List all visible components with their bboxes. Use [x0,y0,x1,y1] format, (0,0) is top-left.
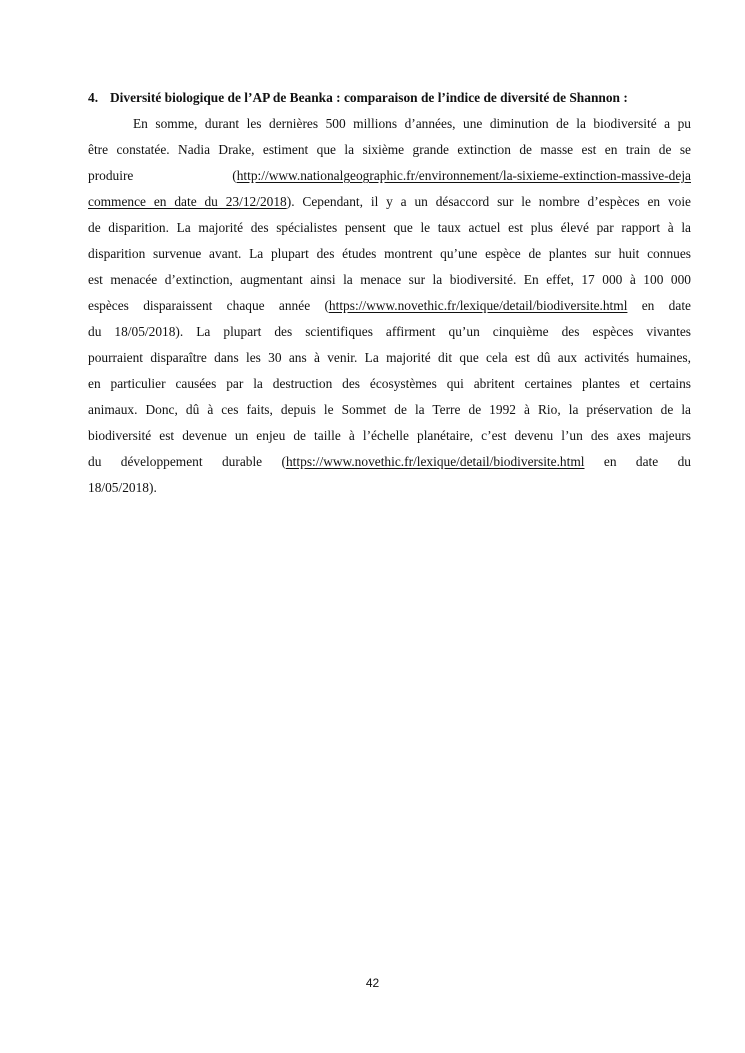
text-segment: espèces disparaissent chaque année ( [88,298,329,313]
paragraph-line-2: être constatée. Nadia Drake, estiment que la sixième grande extinction de masse est en train de se [88,142,691,157]
section-heading [88,89,692,107]
section-number: 4. [88,90,99,105]
text-segment: produire ( [88,168,237,183]
paragraph-line-1: En somme, durant les dernières 500 millions d’années, une diminution de la biodiversité a pu [133,116,691,131]
paragraph-line-13: biodiversité est devenue un enjeu de taille à l’échelle planétaire, c’est devenu l’un des axes majeurs [88,428,691,443]
paragraph-line-3 [88,167,691,185]
paragraph-line-7: est menacée d’extinction, augmentant ainsi la menace sur la biodiversité. En effet, 17 000 à 100 000 [88,272,691,287]
text-segment: ). Cependant, il y a un désaccord sur le nombre d’espèces en voie [286,194,691,209]
paragraph-line-11: en particulier causées par la destruction des écosystèmes qui abritent certaines plantes et certains [88,376,691,391]
page-number: 42 [365,976,380,990]
paragraph-line-4 [88,193,691,211]
paragraph-line-8 [88,297,691,315]
paragraph-line-15: 18/05/2018). [88,480,157,495]
national-geographic-link-continued[interactable]: commence en date du 23/12/2018 [88,194,287,209]
novethic-link[interactable]: https://www.novethic.fr/lexique/detail/biodiversite.html [328,298,628,313]
national-geographic-link[interactable]: http://www.nationalgeographic.fr/environnement/la-sixieme-extinction-massive-deja [236,168,691,183]
paragraph-line-9: du 18/05/2018). La plupart des scientifiques affirment qu’un cinquième des espèces vivantes [88,324,691,339]
text-segment: en date [627,298,691,313]
section-title: Diversité biologique de l’AP de Beanka : comparaison de l’indice de diversité de Shannon : [110,90,628,105]
paragraph-line-12: animaux. Donc, dû à ces faits, depuis le Sommet de la Terre de 1992 à Rio, la préservation de la [88,402,691,417]
text-segment: en date du [584,454,691,469]
paragraph-line-14 [88,453,691,471]
text-segment: du développement durable ( [88,454,286,469]
novethic-link-second[interactable]: https://www.novethic.fr/lexique/detail/biodiversite.html [285,454,585,469]
paragraph-line-5: de disparition. La majorité des spécialistes pensent que le taux actuel est plus élevé par rapport à la [88,220,691,235]
paragraph-line-10: pourraient disparaître dans les 30 ans à venir. La majorité dit que cela est dû aux activités humaines, [88,350,691,365]
paragraph-line-6: disparition survenue avant. La plupart des études montrent qu’une espèce de plantes sur huit connues [88,246,691,261]
